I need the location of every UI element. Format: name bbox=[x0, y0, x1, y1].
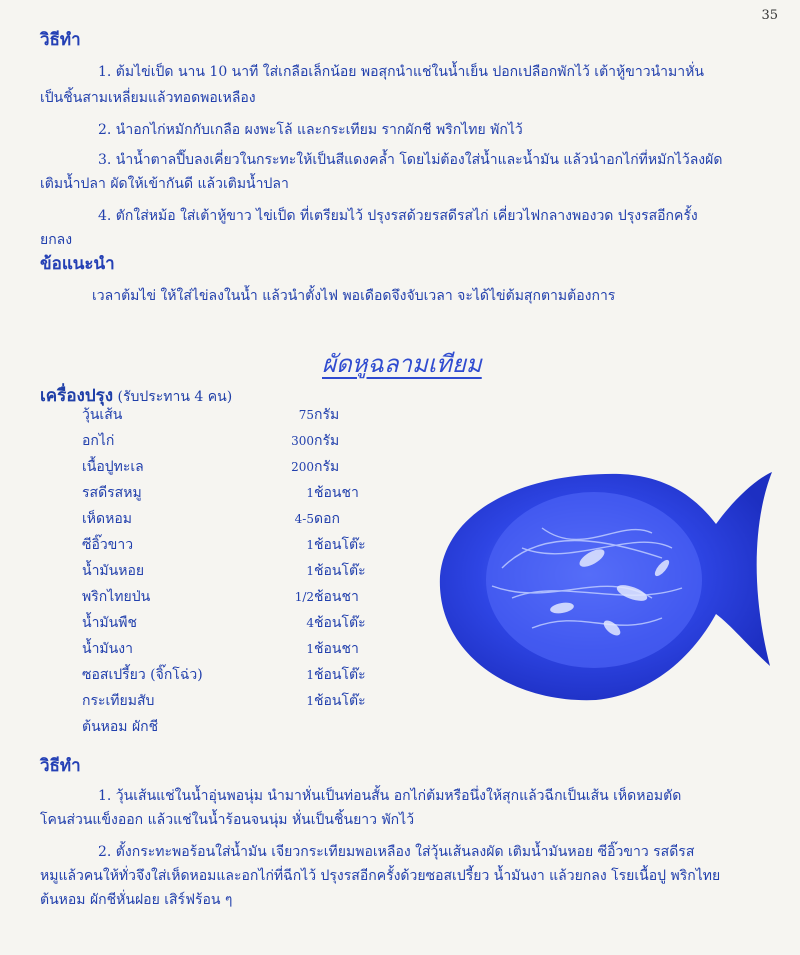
prev-step-line: เป็นชิ้นสามเหลี่ยมแล้วทอดพอเหลือง bbox=[40, 90, 256, 106]
ingredient-unit: ช้อนโต๊ะ bbox=[314, 615, 366, 631]
ingredient-qty: 4-5 bbox=[294, 512, 314, 526]
method-line: 2. ตั้งกระทะพอร้อนใส่น้ำมัน เจียวกระเทียมพอเหลือง ใส่วุ้นเส้นลงผัด เติมน้ำมันหอย ซีอิ๊วขาว รสดีรส bbox=[98, 844, 695, 860]
method-line: โคนส่วนแข็งออก แล้วแช่ในน้ำร้อนจนนุ่ม หั่นเป็นชิ้นยาว พักไว้ bbox=[40, 812, 415, 828]
ingredient-name: น้ำมันงา bbox=[82, 641, 133, 657]
ingredient-unit: ดอก bbox=[314, 511, 340, 527]
ingredient-row bbox=[82, 558, 424, 584]
ingredient-name: ต้นหอม ผักชี bbox=[82, 719, 159, 735]
recipe-title: ผัดหูฉลามเทียม bbox=[322, 350, 482, 378]
ingredient-row bbox=[82, 610, 424, 636]
page-number: 35 bbox=[761, 8, 778, 23]
ingredient-name: วุ้นเส้น bbox=[82, 407, 123, 423]
ingredient-row bbox=[82, 584, 424, 610]
ingredient-qty: 1 bbox=[306, 642, 314, 656]
ingredient-qty: 300 bbox=[291, 434, 314, 448]
ingredient-name: เห็ดหอม bbox=[82, 511, 132, 527]
ingredient-name: กระเทียมสับ bbox=[82, 693, 155, 709]
prev-method-heading: วิธีทำ bbox=[40, 30, 81, 50]
advice-heading: ข้อแนะนำ bbox=[40, 254, 115, 274]
method-line: หมูแล้วคนให้ทั่วจึงใส่เห็ดหอมและอกไก่ที่ฉีกไว้ ปรุงรสอีกครั้งด้วยซอสเปรี้ยว น้ำมันงา แล้วยกลง โรยเนื้อปู พริกไทย bbox=[40, 868, 721, 884]
ingredient-qty: 1/2 bbox=[294, 590, 314, 604]
ingredient-qty: 4 bbox=[306, 616, 314, 630]
ingredient-unit: ช้อนโต๊ะ bbox=[314, 563, 366, 579]
ingredient-unit: ช้อนโต๊ะ bbox=[314, 537, 366, 553]
method-line: ต้นหอม ผักชีหั่นฝอย เสิร์ฟร้อน ๆ bbox=[40, 892, 233, 908]
ingredient-name: รสดีรสหมู bbox=[82, 485, 142, 501]
ingredient-name: ซีอิ๊วขาว bbox=[82, 537, 134, 553]
ingredient-row bbox=[82, 480, 424, 506]
ingredient-unit: ช้อนชา bbox=[314, 589, 359, 605]
ingredient-row bbox=[82, 428, 424, 454]
ingredient-row bbox=[82, 662, 424, 688]
method-line: 1. วุ้นเส้นแช่ในน้ำอุ่นพอนุ่ม นำมาหั่นเป็นท่อนสั้น อกไก่ต้มหรือนึ่งให้สุกแล้วฉีกเป็นเส้น เห็ดหอมตัด bbox=[98, 788, 682, 804]
ingredient-row bbox=[82, 636, 424, 662]
ingredient-qty: 1 bbox=[306, 694, 314, 708]
prev-step-line: 1. ต้มไข่เป็ด นาน 10 นาที ใส่เกลือเล็กน้อย พอสุกนำแช่ในน้ำเย็น ปอกเปลือกพักไว้ เต้าหู้ขาวนำมาหั่น bbox=[98, 64, 704, 80]
prev-step-line: 2. นำอกไก่หมักกับเกลือ ผงพะโล้ และกระเทียม รากผักชี พริกไทย พักไว้ bbox=[98, 122, 523, 138]
ingredient-qty: 1 bbox=[306, 668, 314, 682]
ingredients-heading: เครื่องปรุง bbox=[40, 386, 114, 406]
dish-photo bbox=[432, 458, 780, 708]
prev-step-line: 4. ตักใส่หม้อ ใส่เต้าหู้ขาว ไข่เป็ด ที่เตรียมไว้ ปรุงรสด้วยรสดีรสไก่ เคี่ยวไฟกลางพองวด ปรุงรสอีกครั้ง bbox=[98, 208, 698, 224]
ingredient-unit: ช้อนชา bbox=[314, 641, 359, 657]
ingredient-qty: 1 bbox=[306, 564, 314, 578]
ingredient-row bbox=[82, 506, 424, 532]
ingredient-unit: ช้อนโต๊ะ bbox=[314, 667, 366, 683]
ingredient-unit: ช้อนชา bbox=[314, 485, 359, 501]
serving-note: (รับประทาน 4 คน) bbox=[117, 389, 233, 405]
ingredient-unit bbox=[314, 714, 424, 740]
method-heading: วิธีทำ bbox=[40, 756, 81, 776]
ingredient-name: พริกไทยป่น bbox=[82, 589, 151, 605]
ingredient-unit: ช้อนโต๊ะ bbox=[314, 693, 366, 709]
ingredient-qty: 1 bbox=[306, 538, 314, 552]
ingredient-row bbox=[82, 454, 424, 480]
ingredient-qty: 200 bbox=[291, 460, 314, 474]
ingredient-name: อกไก่ bbox=[82, 433, 115, 449]
ingredient-qty: 1 bbox=[306, 486, 314, 500]
ingredient-qty bbox=[232, 714, 314, 740]
ingredient-table bbox=[82, 402, 424, 740]
ingredient-name: ซอสเปรี้ยว (จิ๊กโฉ่ว) bbox=[82, 667, 203, 683]
ingredient-row bbox=[82, 402, 424, 428]
ingredient-unit: กรัม bbox=[314, 459, 340, 475]
prev-step-line: 3. นำน้ำตาลปี๊บลงเคี่ยวในกระทะให้เป็นสีแดงคล้ำ โดยไม่ต้องใส่น้ำและน้ำมัน แล้วนำอกไก่ที่หมักไว้ลงผัด bbox=[98, 152, 723, 168]
ingredient-unit: กรัม bbox=[314, 433, 340, 449]
ingredient-unit: กรัม bbox=[314, 407, 340, 423]
prev-step-line: เติมน้ำปลา ผัดให้เข้ากันดี แล้วเติมน้ำปลา bbox=[40, 176, 289, 192]
ingredient-qty: 75 bbox=[298, 408, 314, 422]
ingredient-row bbox=[82, 714, 424, 740]
ingredient-name: น้ำมันหอย bbox=[82, 563, 145, 579]
prev-step-line: ยกลง bbox=[40, 232, 73, 248]
ingredient-row bbox=[82, 532, 424, 558]
ingredient-row bbox=[82, 688, 424, 714]
advice-text: เวลาต้มไข่ ให้ใส่ไข่ลงในน้ำ แล้วนำตั้งไฟ พอเดือดจึงจับเวลา จะได้ไข่ต้มสุกตามต้องการ bbox=[92, 288, 616, 304]
ingredient-name: น้ำมันพืช bbox=[82, 615, 137, 631]
ingredient-name: เนื้อปูทะเล bbox=[82, 459, 144, 475]
